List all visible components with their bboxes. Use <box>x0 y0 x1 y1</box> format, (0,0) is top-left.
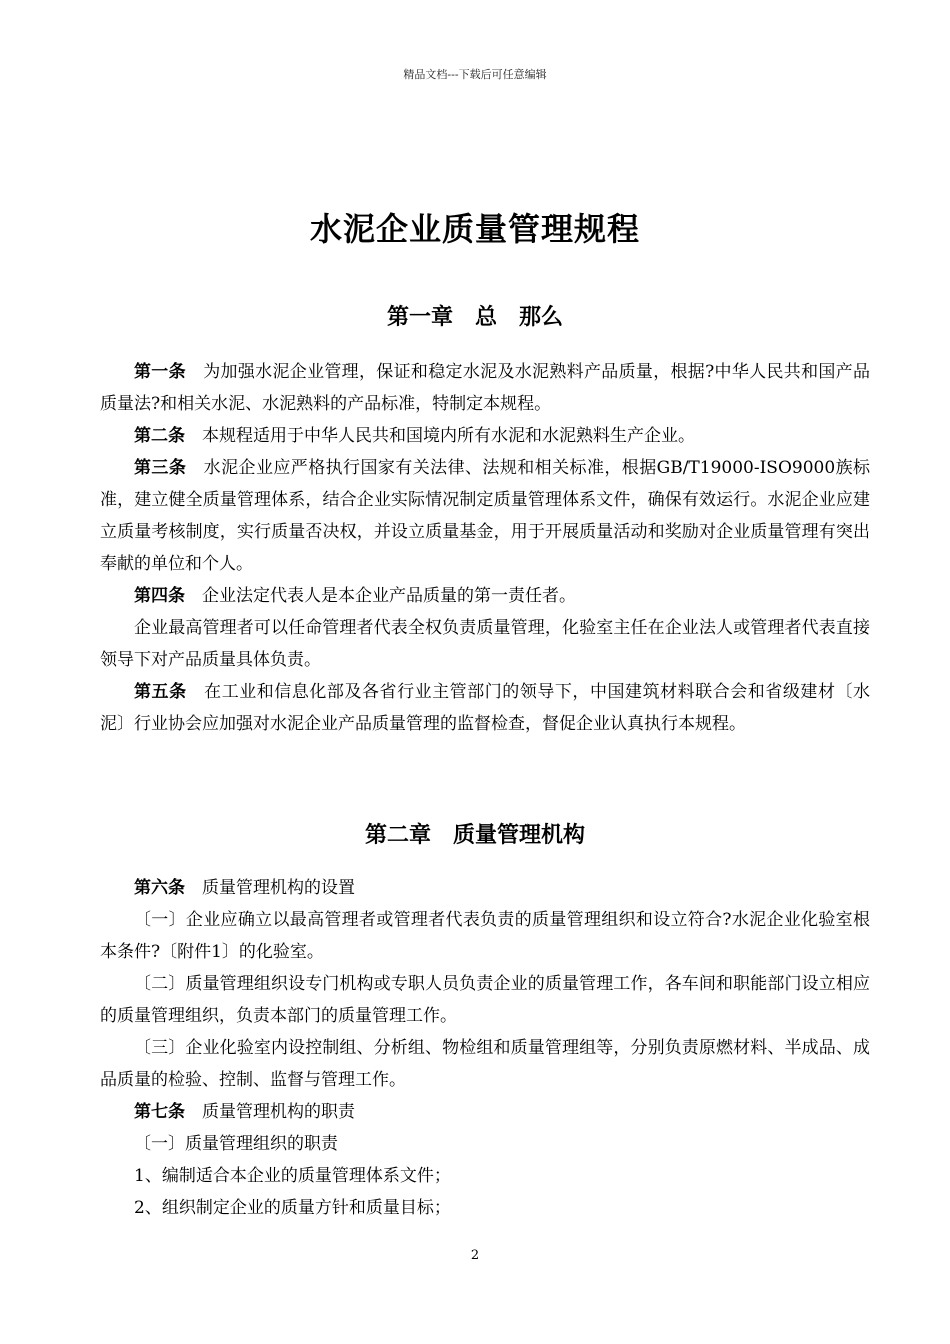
document-title: 水泥企业质量管理规程 <box>309 210 640 248</box>
article-label: 第一条 <box>134 362 186 382</box>
article-label: 第四条 <box>134 586 185 606</box>
article-2 <box>100 420 870 452</box>
chapter-2-body <box>100 872 870 1224</box>
article-text: 在工业和信息化部及各省行业主管部门的领导下，中国建筑材料联合会和省级建材〔水泥〕行业协会应加强对水泥企业产品质量管理的监督检查，督促企业认真执行本规程。 <box>100 682 871 734</box>
article-text: 质量管理机构的职责 <box>185 1102 355 1122</box>
sub-heading <box>100 1128 870 1160</box>
article-4-paragraph <box>100 612 870 676</box>
clause-text: 〔三〕企业化验室内设控制组、分析组、物检组和质量管理组等，分别负责原燃材料、半成品、成品质量的检验、控制、监督与管理工作。 <box>100 1038 870 1090</box>
article-label: 第二条 <box>134 426 185 446</box>
article-label: 第七条 <box>134 1102 185 1122</box>
article-text: 企业法定代表人是本企业产品质量的第一责任者。 <box>185 586 576 606</box>
article-text: 为加强水泥企业管理，保证和稳定水泥及水泥熟料产品质量，根据?中华人民共和国产品质量法?和相关水泥、水泥熟料的产品标准，特制定本规程。 <box>100 362 870 414</box>
article-label: 第六条 <box>134 878 185 898</box>
article-1 <box>100 356 870 420</box>
page-number: 2 <box>470 1248 480 1263</box>
article-3 <box>100 452 870 580</box>
list-item-text: 1、编制适合本企业的质量管理体系文件； <box>134 1166 451 1186</box>
article-label: 第五条 <box>134 682 187 702</box>
clause-1 <box>100 904 870 968</box>
article-6 <box>100 872 870 904</box>
clause-text: 〔二〕质量管理组织设专门机构或专职人员负责企业的质量管理工作，各车间和职能部门设立相应的质量管理组织，负责本部门的质量管理工作。 <box>100 974 870 1026</box>
article-5 <box>100 676 870 740</box>
clause-3 <box>100 1032 870 1096</box>
clause-text: 〔一〕质量管理组织的职责 <box>134 1134 338 1154</box>
article-4 <box>100 580 870 612</box>
article-text: 水泥企业应严格执行国家有关法律、法规和相关标准，根据GB/T19000-ISO9000族标准，建立健全质量管理体系，结合企业实际情况制定质量管理体系文件，确保有效运行。水泥企业应建立质量考核制度，实行质量否决权，并设立质量基金，用于开展质量活动和奖励对企业质量管理有突出奉献的单位和个人。 <box>100 458 870 574</box>
article-7 <box>100 1096 870 1128</box>
chapter-2-heading: 第二章 质量管理机构 <box>364 823 585 848</box>
article-text: 企业最高管理者可以任命管理者代表全权负责质量管理，化验室主任在企业法人或管理者代表直接领导下对产品质量具体负责。 <box>100 618 870 670</box>
list-item <box>100 1192 870 1224</box>
list-item-text: 2、组织制定企业的质量方针和质量目标； <box>134 1198 451 1218</box>
article-text: 质量管理机构的设置 <box>185 878 355 898</box>
page-header: 精品文档---下载后可任意编辑 <box>403 68 547 81</box>
article-text: 本规程适用于中华人民共和国境内所有水泥和水泥熟料生产企业。 <box>185 426 695 446</box>
chapter-1-body <box>100 356 870 740</box>
clause-text: 〔一〕企业应确立以最高管理者或管理者代表负责的质量管理组织和设立符合?水泥企业化验室根本条件?〔附件1〕的化验室。 <box>100 910 870 962</box>
article-label: 第三条 <box>134 458 187 478</box>
list-item <box>100 1160 870 1192</box>
clause-2 <box>100 968 870 1032</box>
chapter-1-heading: 第一章 总 那么 <box>386 305 563 330</box>
